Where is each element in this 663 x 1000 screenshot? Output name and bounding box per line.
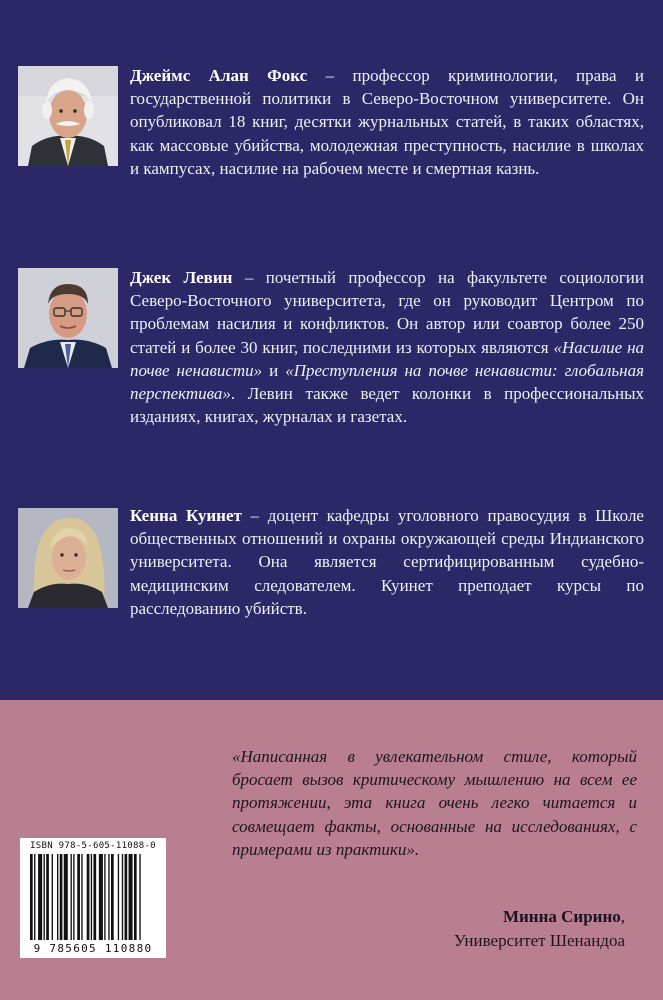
barcode-bar bbox=[108, 854, 109, 940]
author-bio-quinet-text: – доцент кафедры уголовного правосудия в Школе общественных отношений и охраны окружающей среды Индианского университета. Она является сертифицированным судебно-медицинским следователем. Куинет преподает курсы по расследованию убийств. bbox=[130, 506, 644, 618]
barcode-bar bbox=[122, 854, 123, 940]
barcode-bar bbox=[111, 854, 114, 940]
author-bio-levin-text-1: – почетный профессор на факультете социологии Северо-Восточного университета, где он руководит Центром по проблемам насилия и конфликтов. Он автор или соавтор более 250 статей и более 30 книг, последними из которых являются bbox=[130, 268, 644, 357]
author-photo-levin bbox=[18, 268, 118, 368]
barcode-bar bbox=[30, 854, 33, 940]
barcode-bar bbox=[64, 854, 68, 940]
barcode-bar bbox=[71, 854, 72, 940]
barcode-bar bbox=[34, 854, 35, 940]
quote-author-name: Минна Сирино bbox=[502, 907, 621, 926]
barcode-bar bbox=[104, 854, 105, 940]
author-bio-levin bbox=[130, 266, 644, 428]
author-name-fox: Джеймс Алан Фокс bbox=[130, 66, 308, 85]
barcode-bar bbox=[81, 854, 82, 940]
barcode-bar bbox=[77, 854, 80, 940]
author-bio-quinet bbox=[130, 504, 644, 620]
barcode-bar bbox=[57, 854, 58, 940]
quote-affiliation: Университет Шенандоа bbox=[453, 931, 625, 950]
barcode-bar bbox=[46, 854, 49, 940]
book-title-1: «Насилие на почве ненависти» bbox=[130, 337, 644, 380]
barcode-bar bbox=[99, 854, 103, 940]
review-quote: «Написанная в увлекательном стиле, который бросает вызов критическому мышлению на всем ее протяжении, эта книга очень легко читается и совмещает факты, основанные на исследованиях, с примерами из практики». bbox=[232, 747, 637, 859]
ean-text: 9 785605 110880 bbox=[33, 942, 153, 955]
author-name-quinet: Кенна Куинет bbox=[130, 506, 242, 525]
barcode-bar bbox=[91, 854, 92, 940]
barcode-bar bbox=[73, 854, 74, 940]
book-conjunction: и bbox=[262, 360, 286, 380]
author-bio-levin-text-2: . Левин также ведет колонки в профессиональных изданиях, книгах, журналах и газетах. bbox=[130, 384, 644, 427]
barcode-bars bbox=[20, 838, 166, 958]
barcode-bar bbox=[129, 854, 133, 940]
quote-author bbox=[325, 905, 625, 928]
barcode-bar bbox=[134, 854, 137, 940]
barcode-bar bbox=[87, 854, 90, 940]
barcode-bar bbox=[38, 854, 42, 940]
barcode-bar bbox=[125, 854, 128, 940]
barcode bbox=[20, 838, 166, 958]
barcode-bar bbox=[44, 854, 45, 940]
quote-author-suffix: , bbox=[620, 907, 625, 926]
isbn-text: ISBN 978-5-605-11088-0 bbox=[30, 841, 156, 851]
author-bio-fox bbox=[130, 64, 644, 180]
barcode-bar bbox=[60, 854, 63, 940]
book-title-2: «Преступления на почве ненависти: глобальная перспектива» bbox=[130, 360, 644, 404]
barcode-bar bbox=[139, 854, 140, 940]
author-photo-quinet bbox=[18, 508, 118, 608]
author-photo-fox bbox=[18, 66, 118, 166]
author-name-levin: Джек Левин bbox=[130, 268, 233, 287]
author-bio-fox-text: – профессор криминологии, права и государственной политики в Северо-Восточном университете. Он опубликовал 18 книг, десятки журнальных статей, в таких областях, как массовые убийства, молодежная преступность, насилие в школах и кампусах, насилие на рабочем месте и смертная казнь. bbox=[130, 66, 644, 178]
barcode-bar bbox=[52, 854, 53, 940]
barcode-bar bbox=[93, 854, 96, 940]
barcode-bar bbox=[118, 854, 119, 940]
